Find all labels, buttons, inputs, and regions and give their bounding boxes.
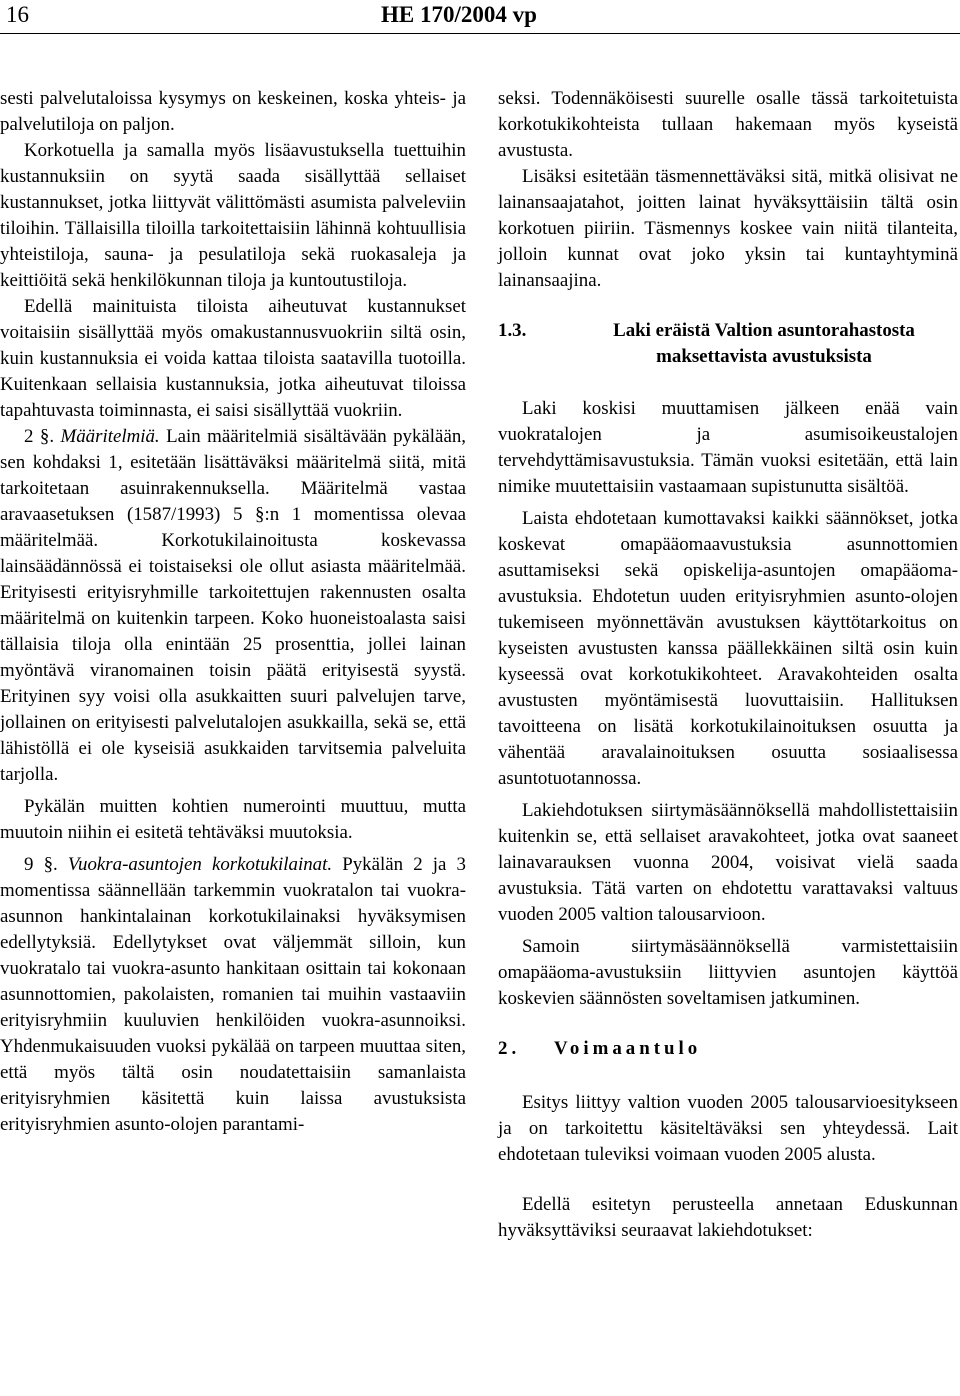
section-heading-1-3	[498, 318, 958, 370]
section-text: Pykälän 2 ja 3 momentissa säännellään tarkemmin vuokratalon tai vuokra-asunnon hankintalainan korkotukilainaksi hyväksymisen edellytyksiä. Edellytykset ovat väljemmät silloin, kun vuokratalo tai vuokra-asunto hankitaan osittain tai kokonaan asunnottomien, pakolaisten, romanien tai muihin vastaaviin erityisryhmiin kuuluvien henkilöiden vuokra-asunnoiksi. Yhdenmukaisuuden vuoksi pykälää on tarpeen muuttaa siten, että myös tältä osin noudatettaisiin samanlaista erityisryhmien käsitettä kuin laissa avustuksista erityisryhmien asunto-olojen parantami-	[0, 854, 466, 1135]
section-title: Laki eräistä Valtion asuntorahastosta maksettavista avustuksista	[613, 320, 915, 367]
paragraph: Esitys liittyy valtion vuoden 2005 talousarvioesitykseen ja on tarkoitettu käsiteltäväksi sen yhteydessä. Lait ehdotetaan tuleviksi voimaan vuoden 2005 alusta.	[498, 1092, 958, 1165]
paragraph: Edellä esitetyn perusteella annetaan Eduskunnan hyväksyttäviksi seuraavat lakiehdotukset:	[498, 1194, 958, 1241]
section-title: Voimaantulo	[554, 1038, 702, 1059]
section-title: Määritelmiä.	[60, 426, 160, 447]
paragraph: Pykälän muitten kohtien numerointi muuttuu, mutta muutoin niihin ei esitetä tehtäväksi muutoksia.	[0, 796, 466, 843]
paragraph-section-2	[0, 424, 466, 788]
paragraph: Edellä mainituista tiloista aiheutuvat kustannukset voitaisiin sisällyttää myös omakustannusvuokriin siltä osin, kuin kustannuksia ei voida kattaa tiloista saatavilla tuotoilla. Kuitenkaan sellaisia kustannuksia, jotka aiheutuvat tiloissa tapahtuvasta toiminnasta, ei saisi sisällyttää vuokriin.	[0, 296, 466, 421]
paragraph: Korkotuella ja samalla myös lisäavustuksella tuettuihin kustannuksiin on syytä saada sisällyttää sellaiset kustannukset, jotka liittyvät välittömästi asumista palveleviin tiloihin. Tällaisilla tiloilla tarkoitettaisiin lähinnä kohtuullisia yhteistiloja, sauna- ja pesulatiloja sekä ruokasaleja ja keittiöitä sekä henkilökunnan tiloja ja kuntoutustiloja.	[0, 140, 466, 291]
paragraph-section-9	[0, 852, 466, 1138]
section-text: Lain määritelmiä sisältävään pykälään, sen kohdaksi 1, esitetään lisättäväksi määritelmä siitä, mitä tarkoitetaan asuinrakennuksella. Määritelmä vastaa aravaasetuksen (1587/1993) 5 §:n 1 momentissa olevaa määritelmää. Korkotukilainoitusta koskevassa lainsäädännössä ei toistaiseksi ole ollut asiasta määritelmää. Erityisesti erityisryhmille tarkoitettujen rakennusten osalta määritelmä on kuitenkin tarpeen. Koko huoneistoalasta saisi tällaisia tiloja olla enintään 25 prosenttia, jollei lainan myöntävä viranomainen toisin päätä erityisestä syystä. Erityinen syy voisi olla asukkaitten suuri palvelujen tarve, jollainen on erityisesti palvelutalojen asukkailla, sekä se, että lähistöllä ei ole kyseisiä asukkaiden tarvitsemia palveluita tarjolla.	[0, 426, 466, 785]
right-column	[498, 86, 958, 1244]
paragraph: Laista ehdotetaan kumottavaksi kaikki säännökset, jotka koskevat omapääomaavustuksia asunnottomien asuttamiseksi sekä opiskelija-asuntojen omapääoma-avustuksia. Ehdotetun uuden erityisryhmien asunto-olojen tukemiseen myönnettävän avustuksen käyttötarkoitus on kyseisten avustusten kanssa päällekkäinen siltä osin kuin kyseessä ovat korkotukikohteet. Aravakohteiden osalta avustusten myöntämisestä luovuttaisiin. Hallituksen tavoitteena on lisätä korkotukilainoituksen osuutta ja vähentää aravalainoituksen osuutta sosiaalisessa asuntotuotannossa.	[498, 508, 958, 789]
document-id: HE 170/2004 vp	[381, 2, 537, 27]
page-header	[0, 0, 960, 34]
paragraph: Laki koskisi muuttamisen jälkeen enää vain vuokratalojen ja asumisoikeustalojen tervehdyttämisavustuksia. Tämän vuoksi esitetään, että lain nimike muutettaisiin vastaamaan supistunutta sisältöä.	[498, 398, 958, 497]
paragraph: Lisäksi esitetään täsmennettäväksi sitä, mitkä olisivat ne lainansaajatahot, joitten lainat hyväksyttäisiin tältä osin korkotuen piiriin. Täsmennys koskee vain niitä tilanteita, jolloin kunnat ovat joko yksin tai kuntayhtyminä lainansaajina.	[498, 166, 958, 291]
section-number: 1.3.	[498, 320, 527, 341]
paragraph: seksi. Todennäköisesti suurelle osalle tässä tarkoitetuista korkotukikohteista tullaan hakemaan myös kyseistä avustusta.	[498, 88, 958, 161]
section-number: 9 §.	[24, 854, 68, 875]
left-column	[0, 86, 466, 1138]
section-number: 2.	[498, 1038, 521, 1059]
paragraph: Lakiehdotuksen siirtymäsäännöksellä mahdollistettaisiin kuitenkin se, että sellaiset aravakohteet, jotka ovat saaneet lainavarauksen vuonna 2004, voisivat vielä saada avustuksia. Tätä varten on ehdotettu varattavaksi valtuus vuoden 2005 valtion talousarvioon.	[498, 800, 958, 925]
page-number: 16	[6, 2, 29, 27]
section-title: Vuokra-asuntojen korkotukilainat.	[67, 854, 333, 875]
paragraph: sesti palvelutaloissa kysymys on keskeinen, koska yhteis- ja palvelutiloja on paljon.	[0, 88, 466, 135]
paragraph: Samoin siirtymäsäännöksellä varmistettaisiin omapääoma-avustuksiin liittyvien asuntojen käyttöä koskevien säännösten soveltamisen jatkuminen.	[498, 936, 958, 1009]
section-number: 2 §.	[24, 426, 61, 447]
section-heading-2	[498, 1036, 958, 1062]
